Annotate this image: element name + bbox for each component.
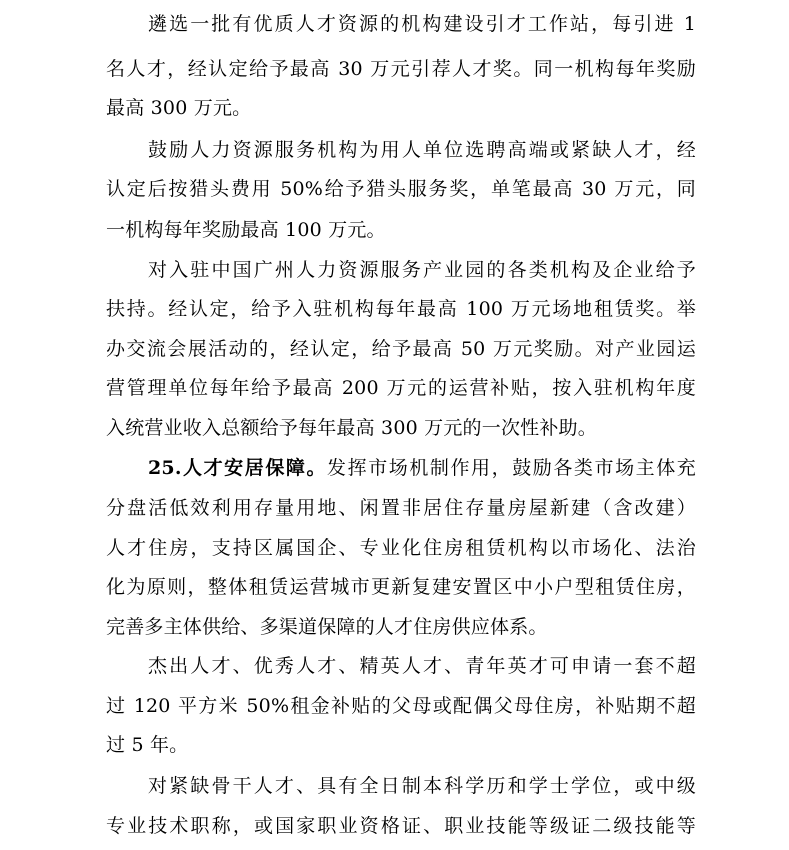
text-line: 一机构每年奖励最高 100 万元。 bbox=[106, 219, 386, 241]
text-line: 完善多主体供给、多渠道保障的人才住房供应体系。 bbox=[106, 616, 548, 638]
text-line: 办交流会展活动的，经认定，给予最高 50 万元奖励。对产业园运 bbox=[106, 338, 696, 360]
text-line: 鼓励人力资源服务机构为用人单位选聘高端或紧缺人才，经 bbox=[148, 139, 696, 161]
text-line: 人才住房，支持区属国企、专业化住房租赁机构以市场化、法治 bbox=[106, 537, 696, 559]
text-line: 营管理单位每年给予最高 200 万元的运营补贴，按入驻机构年度 bbox=[106, 377, 696, 399]
text-line: 扶持。经认定，给予入驻机构每年最高 100 万元场地租赁奖。举 bbox=[106, 298, 696, 320]
text-line: 杰出人才、优秀人才、精英人才、青年英才可申请一套不超 bbox=[148, 655, 696, 677]
text-line: 过 120 平方米 50%租金补贴的父母或配偶父母住房，补贴期不超 bbox=[106, 695, 696, 717]
text-line: 过 5 年。 bbox=[106, 734, 189, 756]
text-line: 遴选一批有优质人才资源的机构建设引才工作站，每引进 1 bbox=[148, 13, 696, 35]
text-run: 发挥市场机制作用，鼓励各类市场主体充 bbox=[327, 457, 696, 479]
text-line: 分盘活低效利用存量用地、闲置非居住存量房屋新建（含改建） bbox=[106, 497, 696, 519]
text-line: 专业技术职称，或国家职业资格证、职业技能等级证二级技能等 bbox=[106, 815, 696, 837]
text-line: 名人才，经认定给予最高 30 万元引荐人才奖。同一机构每年奖励 bbox=[106, 58, 696, 80]
text-line: 化为原则，整体租赁运营城市更新复建安置区中小户型租赁住房， bbox=[106, 576, 696, 598]
text-line: 对入驻中国广州人力资源服务产业园的各类机构及企业给予 bbox=[148, 259, 696, 281]
text-line: 对紧缺骨干人才、具有全日制本科学历和学士学位，或中级 bbox=[148, 775, 696, 797]
text-line: 入统营业收入总额给予每年最高 300 万元的一次性补助。 bbox=[106, 417, 597, 439]
section-heading: 25.人才安居保障。 bbox=[148, 457, 328, 479]
text-line: 最高 300 万元。 bbox=[106, 97, 252, 119]
text-line bbox=[148, 448, 696, 488]
text-line: 认定后按猎头费用 50%给予猎头服务奖，单笔最高 30 万元，同 bbox=[106, 178, 696, 200]
